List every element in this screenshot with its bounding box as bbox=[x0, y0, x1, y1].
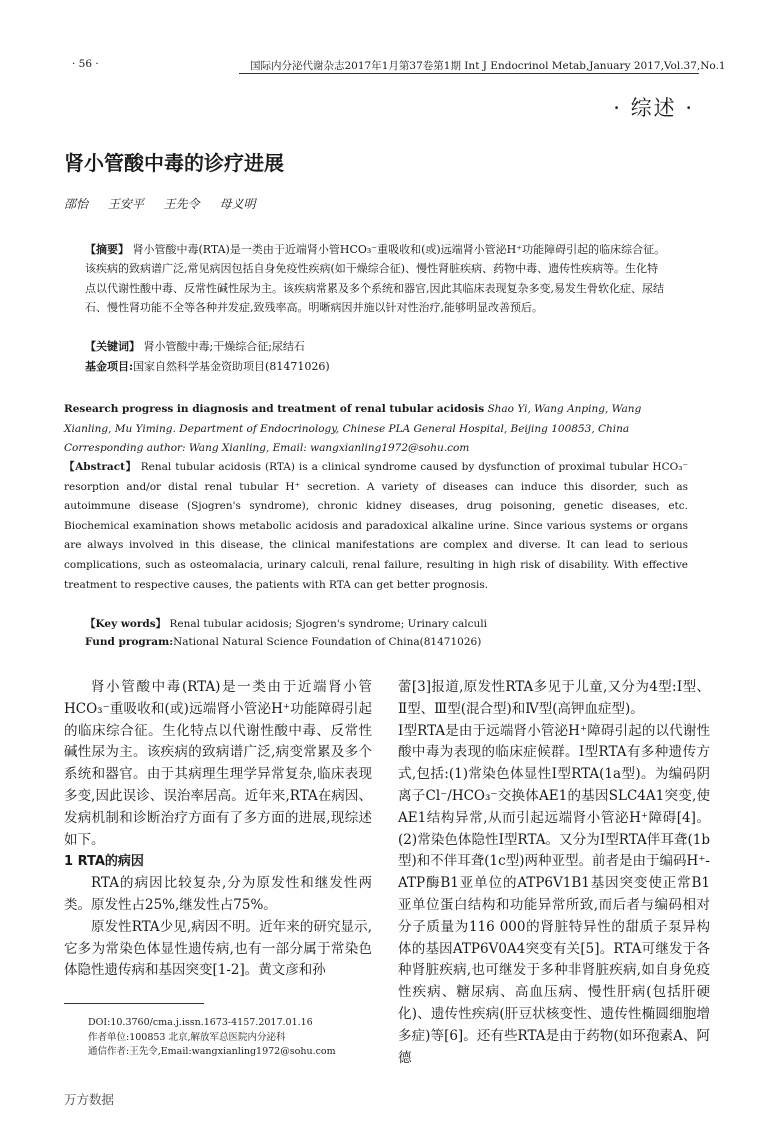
body-paragraph: 蕾[3]报道,原发性RTA多见于儿童,又分为4型:Ⅰ型、Ⅱ型、Ⅲ型(混合型)和Ⅳ型(高钾血症型)。 bbox=[398, 679, 710, 717]
footnote-rule bbox=[64, 1003, 204, 1004]
body-column-right bbox=[398, 677, 710, 1069]
fund-en-label: Fund program: bbox=[85, 636, 174, 648]
footnote-correspondence: 通信作者:王先令,Email:wangxianling1972@sohu.com bbox=[88, 1046, 336, 1057]
footnote-affiliation: 作者单位:100853 北京,解放军总医院内分泌科 bbox=[88, 1031, 286, 1043]
keywords-cn-text: 肾小管酸中毒;干燥综合征;尿结石 bbox=[140, 340, 305, 353]
english-authors-affiliation: Shao Yi, Wang Anping, Wang Xianling, Mu Yiming. Department of Endocrinology, Chinese PLA General Hospital, Beijing 100853, China bbox=[64, 403, 642, 435]
abstract-en-label: 【Abstract】 bbox=[64, 461, 137, 473]
body-paragraph: Ⅰ型RTA是由于远端肾小管泌H⁺障碍引起的以代谢性酸中毒为表现的临床症候群。Ⅰ型RTA有多种遗传方式,包括:(1)常染色体显性Ⅰ型RTA(1a型)。为编码阴离子Cl⁻/HCO₃⁻交换体AE1的基因SLC4A1突变,使AE1结构异常,从而引起远端肾小管泌H⁺障碍[4]。(2)常染色体隐性Ⅰ型RTA。又分为Ⅰ型RTA伴耳聋(1b型)和不伴耳聋(1c型)两种亚型。前者是由于编码H⁺-ATP酶B1亚单位的ATP6V1B1基因突变使正常B1亚单位蛋白结构和功能异常所致,而后者与编码相对分子质量为116 000的肾脏特异性的甜质子泵异构体的基因ATP6V0A4突变有关[5]。RTA可继发于各种肾脏疾病,也可继发于多种非肾脏疾病,如自身免疫性疾病、糖尿病、高血压病、慢性肝病(包括肝硬化)、遗传性疾病(肝豆状核变性、遗传性椭圆细胞增多症)等[6]。还有些RTA是由于药物(如环孢素A、阿德 bbox=[398, 722, 710, 1066]
abstract-cn-text: 肾小管酸中毒(RTA)是一类由于近端肾小管HCO₃⁻重吸收和(或)远端肾小管泌H⁺功能障碍引起的临床综合征。该疾病的致病谱广泛,常见病因包括自身免疫性疾病(如干燥综合征)、慢性肾脏疾病、药物中毒、遗传性疾病等。生化特点以代谢性酸中毒、反常性碱性尿为主。该疾病常累及多个系统和器官,因此其临床表现复杂多变,易发生骨软化症、尿结石、慢性肾功能不全等各种并发症,致残率高。明晰病因并施以针对性治疗,能够明显改善预后。 bbox=[85, 243, 666, 315]
page-number: · 56 · bbox=[72, 58, 99, 70]
watermark: 万方数据 bbox=[64, 1092, 115, 1107]
authors: 邵怡 王安平 王先令 母义明 bbox=[64, 197, 256, 211]
footnote-doi: DOI:10.3760/cma.j.issn.1673-4157.2017.01.16 bbox=[88, 1017, 313, 1028]
footnote bbox=[88, 1016, 336, 1060]
fund-en-text: National Natural Science Foundation of China(81471026) bbox=[173, 636, 482, 648]
abstract-en-text: Renal tubular acidosis (RTA) is a clinical syndrome caused by dysfunction of proximal tubular HCO₃⁻ resorption and/or distal renal tubular H⁺ secretion. A variety of diseases can induce this disorder, such as autoimmune disease (Sjogren's syndrome), chronic kidney diseases, drug poisoning, genetic diseases, etc. Biochemical examination shows metabolic acidosis and paradoxical alkaline urine. Since various systems or organs are always involved in this disease, the clinical manifestations are complex and diverse. It can lead to serious complications, such as osteomalacia, urinary calculi, renal failure, resulting in high risk of disability. With effective treatment to respective causes, the patients with RTA can get better prognosis. bbox=[64, 461, 688, 591]
body-paragraph: RTA的病因比较复杂,分为原发性和继发性两类。原发性占25%,继发性占75%。 bbox=[64, 875, 372, 913]
keywords-en bbox=[85, 616, 487, 631]
fund-cn bbox=[85, 358, 330, 374]
fund-cn-text: 国家自然科学基金资助项目(81471026) bbox=[133, 360, 330, 373]
keywords-en-label: 【Key words】 bbox=[85, 618, 167, 630]
header-rule bbox=[239, 73, 699, 74]
keywords-cn bbox=[85, 338, 305, 354]
journal-header: 国际内分泌代谢杂志2017年1月第37卷第1期 Int J Endocrinol Metab,January 2017,Vol.37,No.1 bbox=[250, 60, 726, 72]
body-column-left bbox=[64, 677, 372, 982]
abstract-cn-label: 【摘要】 bbox=[85, 243, 129, 256]
fund-en bbox=[85, 636, 481, 648]
english-title: Research progress in diagnosis and treatment of renal tubular acidosis bbox=[64, 403, 485, 415]
english-heading bbox=[64, 400, 688, 459]
abstract-cn bbox=[85, 240, 667, 318]
article-title: 肾小管酸中毒的诊疗进展 bbox=[64, 151, 284, 175]
abstract-en bbox=[64, 458, 688, 595]
body-paragraph: 原发性RTA少见,病因不明。近年来的研究显示,它多为常染色体显性遗传病,也有一部分属于常染色体隐性遗传病和基因突变[1-2]。黄文彦和孙 bbox=[64, 918, 372, 979]
keywords-en-text: Renal tubular acidosis; Sjogren's syndrome; Urinary calculi bbox=[166, 618, 488, 630]
body-paragraph: 肾小管酸中毒(RTA)是一类由于近端肾小管HCO₃⁻重吸收和(或)远端肾小管泌H⁺功能障碍引起的临床综合征。生化特点以代谢性酸中毒、反常性碱性尿为主。该疾病的致病谱广泛,病变常累及多个系统和器官。由于其病理生理学异常复杂,临床表现多变,因此误诊、误治率居高。近年来,RTA在病因、发病机制和诊断治疗方面有了多方面的进展,现综述如下。 bbox=[64, 679, 372, 848]
fund-cn-label: 基金项目: bbox=[85, 360, 134, 373]
english-corresponding: Corresponding author: Wang Xianling, Email: wangxianling1972@sohu.com bbox=[64, 442, 470, 455]
section-label: · 综述 · bbox=[613, 96, 694, 120]
section-heading: 1 RTA的病因 bbox=[64, 854, 144, 870]
keywords-cn-label: 【关键词】 bbox=[85, 340, 140, 353]
